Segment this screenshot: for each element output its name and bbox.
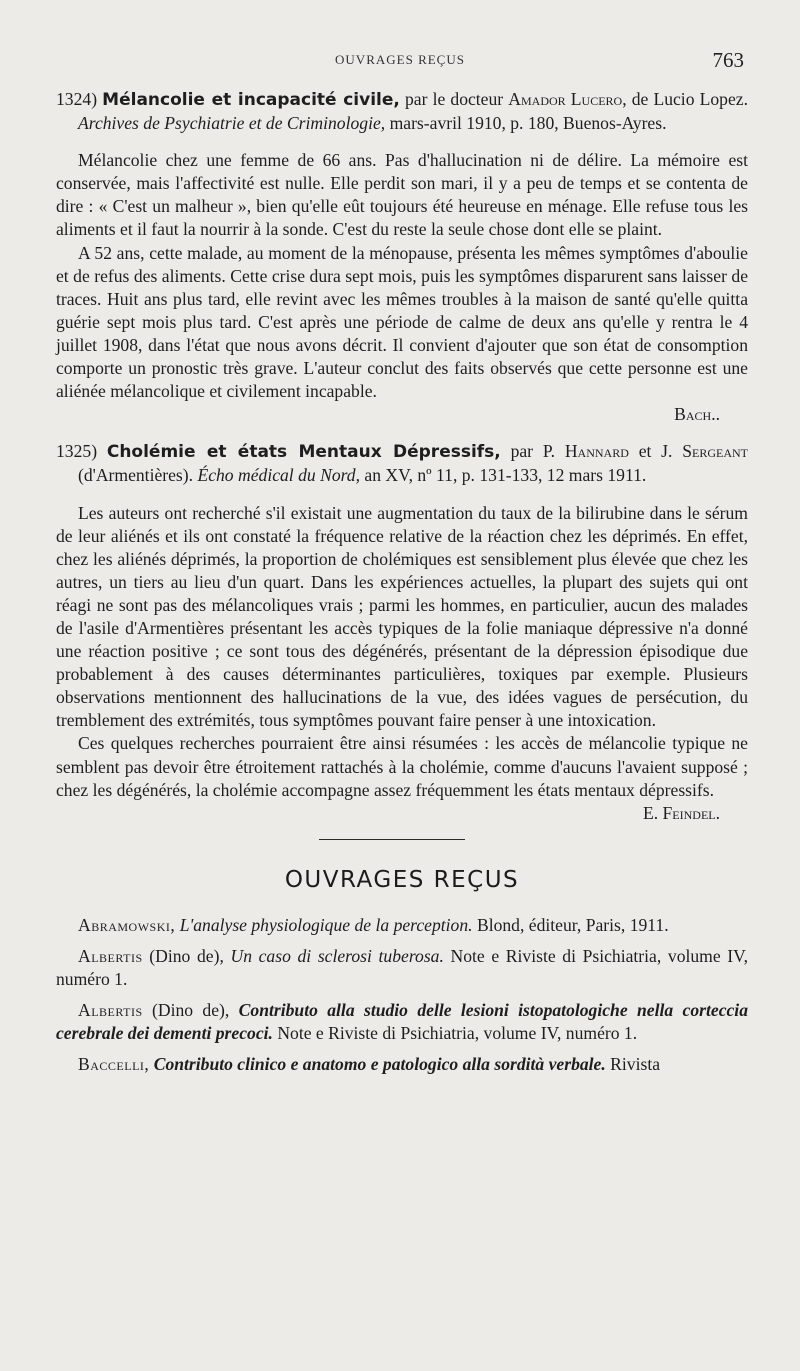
book-author: Albertis	[78, 946, 143, 966]
book-listing	[56, 914, 748, 937]
book-author: Abramowski,	[78, 914, 176, 935]
books-received-list	[56, 914, 748, 1077]
entry-details: an XV, nº 11, p. 131-133, 12 mars 1911.	[364, 465, 647, 486]
book-title: Contributo alla studio delle lesioni istopatologiche nella corteccia cerebrale dei dementi precoci.	[56, 1000, 748, 1044]
entry-reference	[56, 88, 748, 135]
running-head: OUVRAGES REÇUS	[335, 52, 465, 67]
entry-and: et J.	[638, 441, 673, 462]
book-title: Un caso di sclerosi tuberosa.	[230, 946, 444, 966]
book-publication: Blond, éditeur, Paris, 1911.	[472, 914, 669, 935]
book-author: Albertis	[78, 1000, 143, 1021]
entry-signature: E. Feindel.	[642, 802, 720, 823]
book-listing	[56, 945, 748, 991]
entry-paragraph: Ces quelques recherches pourraient être ainsi résumées : les accès de mélancolie typique ne semblent pas devoir être étroitement rattachés à la cholémie, comme d'aucuns l'avaient supposé ; chez les dégénérés, la cholémie accompagne assez fréquemment les états mentaux dépressifs.	[56, 733, 748, 800]
entry-journal: Archives de Psychiatrie et de Criminologie,	[78, 113, 386, 134]
entry-signature: Bach..	[674, 404, 720, 425]
entry-journal: Écho médical du Nord,	[197, 465, 361, 486]
book-publication: Note e Riviste di Psichiatria, volume IV, numéro 1.	[272, 1023, 638, 1044]
entry-author: Sergeant	[682, 441, 748, 462]
entry-by: par le docteur	[404, 89, 504, 109]
entry-reference	[56, 440, 748, 487]
entry-affiliation: , de Lucio Lopez.	[622, 89, 748, 109]
entry-by: par P.	[510, 441, 556, 462]
book-publication: Note e Riviste di Psichiatria, volume IV, numéro 1.	[56, 946, 749, 990]
book-listing	[56, 999, 748, 1045]
book-publication: Rivista	[605, 1054, 661, 1075]
entry-author: Hannard	[564, 441, 629, 462]
entry-details: mars-avril 1910, p. 180, Buenos-Ayres.	[389, 113, 667, 134]
review-entry-1325	[56, 440, 748, 825]
entry-paragraph: Mélancolie chez une femme de 66 ans. Pas d'hallucination ni de délire. La mémoire est conservée, mais l'affectivité est nulle. Elle perdit son mari, il y a peu de temps et se contenta de dire : « C'est un malheur », bien qu'elle eût toujours été heureuse en ménage. Elle refuse tous les aliments et il faut la nourrir à la sonde. C'est du reste la seule chose dont elle se plaint.	[56, 150, 748, 240]
section-divider	[56, 825, 748, 855]
entry-number: 1324)	[56, 89, 98, 109]
entry-title: Mélancolie et incapacité civile,	[102, 90, 400, 110]
book-author-note: (Dino de),	[142, 1000, 239, 1021]
book-title: L'analyse physiologique de la perception.	[179, 914, 473, 935]
review-entry-1324	[56, 88, 748, 426]
book-listing	[56, 1053, 748, 1076]
entry-title: Cholémie et états Mentaux Dépressifs,	[106, 442, 501, 463]
entry-affiliation: (d'Armentières).	[78, 465, 194, 486]
book-author-note: (Dino de),	[142, 946, 231, 966]
section-title: OUVRAGES REÇUS	[284, 866, 520, 893]
entry-number: 1325)	[56, 441, 98, 462]
book-author: Baccelli,	[78, 1054, 150, 1075]
entry-paragraph: Les auteurs ont recherché s'il existait une augmentation du taux de la bilirubine dans le sérum de leur aliénés et ils ont constaté la fréquence relative de la réaction chez les déprimés. En effet, chez les aliénés déprimés, la proportion de cholémiques est sensiblement plus élevée que chez les autres, un tiers au lieu d'un quart. Dans les expériences actuelles, la plupart des sujets qui ont réagi ne sont pas des mélancoliques vrais ; parmi les hommes, en particulier, aucun des malades de l'asile d'Armentières présentant les accès typiques de la folie maniaque dépressive n'a donné une réaction positive ; ce sont tous des dégénérés, présentant de la dépression épisodique due probablement à des causes déterminantes particulières, toxiques par exemple. Plusieurs observations mentionnent des hallucinations de la vue, des idées vagues de persécution, du tremblement des extrémités, tous symptômes pouvant faire penser à une intoxication.	[56, 502, 748, 731]
page-body	[56, 88, 748, 1084]
book-title: Contributo clinico e anatomo e patologico alla sordità verbale.	[153, 1054, 606, 1075]
entry-author: Amador Lucero	[508, 89, 623, 109]
page-number: 763	[712, 48, 744, 72]
entry-paragraph: A 52 ans, cette malade, au moment de la ménopause, présenta les mêmes symptômes d'aboulie et de refus des aliments. Cette crise dura sept mois, puis les symptômes disparurent sans laisser de traces. Huit ans plus tard, elle revint avec les mêmes troubles à la maison de santé qu'elle quitta guérie sept mois plus tard. C'est après une période de calme de deux ans qu'elle y rentra le 4 juillet 1908, dans l'état que nous avons décrit. Il convient d'ajouter que son état de consomption comporte un pronostic très grave. L'auteur conclut des faits observés que cette personne est une aliénée mélancolique et civilement incapable.	[56, 242, 748, 402]
page-header	[0, 48, 800, 74]
